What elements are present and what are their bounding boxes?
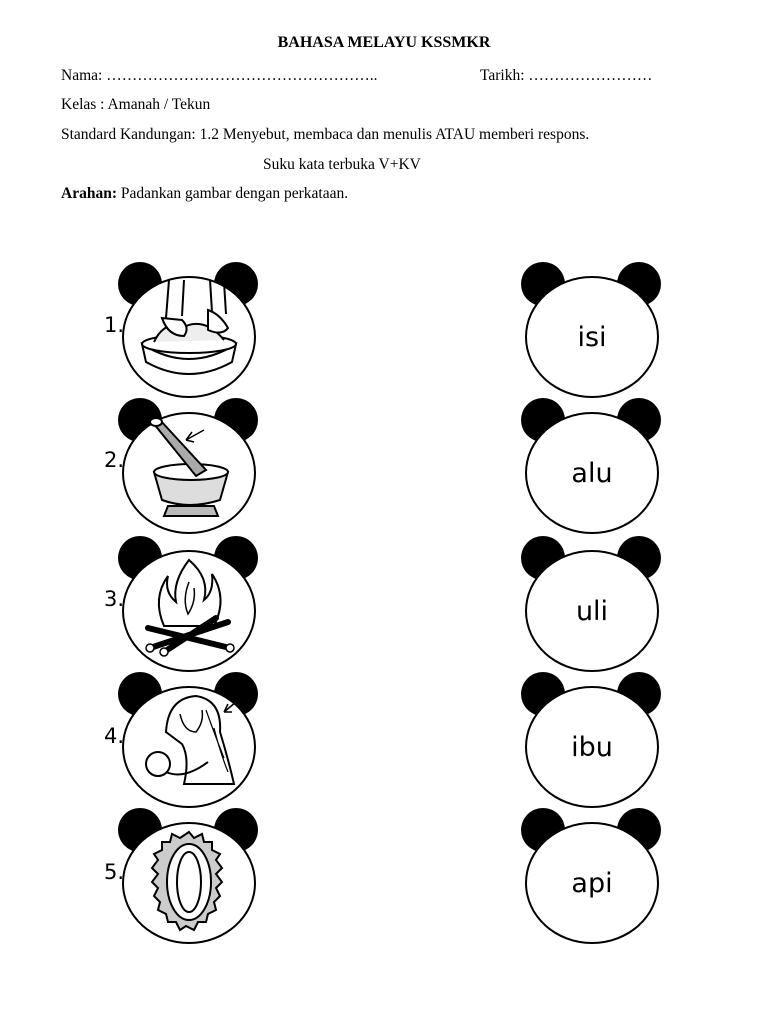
suku-kata-label: Suku kata terbuka V+KV — [263, 156, 421, 173]
arahan-label: Arahan: — [61, 185, 117, 202]
arahan-line — [61, 185, 348, 203]
word-label: ibu — [571, 731, 613, 763]
kneading-dough-icon — [124, 278, 254, 396]
nama-field: Nama: …………………………………………….. — [61, 67, 378, 84]
arahan-text: Padankan gambar dengan perkataan. — [116, 185, 349, 202]
durian-icon — [124, 824, 254, 942]
word-bear-1 — [521, 262, 661, 400]
standard-kandungan: Standard Kandungan: 1.2 Menyebut, membaca dan menulis ATAU memberi respons. — [61, 126, 590, 143]
campfire-icon — [124, 552, 254, 670]
kelas-field: Kelas : Amanah / Tekun — [61, 96, 211, 113]
word-bear-5 — [521, 808, 661, 946]
picture-number-1: 1. — [104, 313, 125, 337]
picture-item-5 — [118, 808, 258, 946]
mortar-pestle-icon — [124, 414, 254, 532]
picture-number-5: 5. — [104, 860, 125, 884]
picture-item-1 — [118, 262, 258, 400]
worksheet-title: BAHASA MELAYU KSSMKR — [277, 34, 491, 51]
word-bear-3 — [521, 536, 661, 674]
picture-number-2: 2. — [104, 448, 125, 472]
picture-item-3 — [118, 536, 258, 674]
picture-number-4: 4. — [104, 724, 125, 748]
word-bear-2 — [521, 398, 661, 536]
picture-number-3: 3. — [104, 587, 125, 611]
word-label: isi — [577, 321, 607, 353]
word-label: uli — [575, 595, 609, 627]
tarikh-field: Tarikh: …………………… — [480, 67, 653, 84]
mother-baby-icon — [124, 688, 254, 806]
word-bear-4 — [521, 672, 661, 810]
word-label: api — [571, 867, 613, 899]
picture-item-4 — [118, 672, 258, 810]
word-label: alu — [571, 457, 613, 489]
picture-item-2 — [118, 398, 258, 536]
